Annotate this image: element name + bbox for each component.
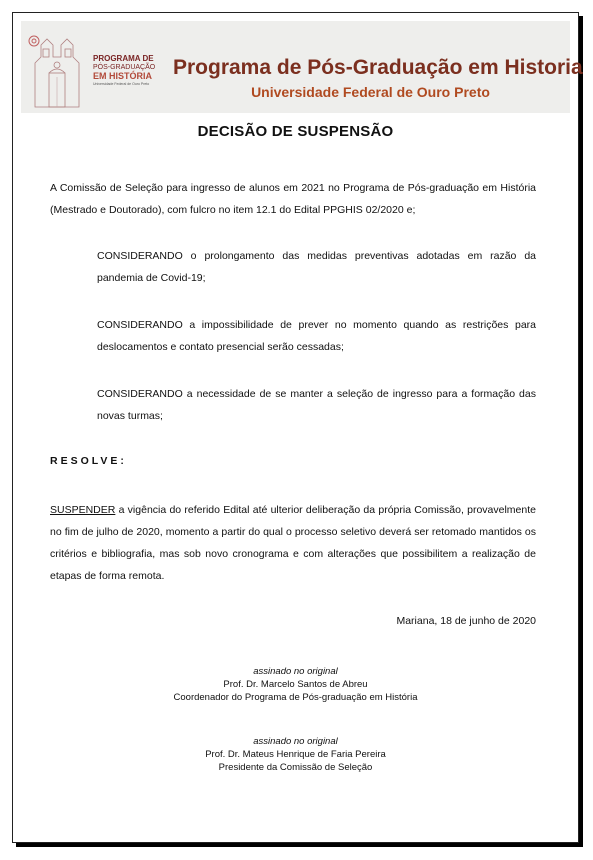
logo-line1: PROGRAMA DE: [93, 54, 154, 63]
considerando-2: CONSIDERANDO a impossibilidade de prever no momento quando as restrições para deslocamentos e contato presencial serão cessadas;: [97, 319, 536, 353]
letterhead: [21, 21, 583, 113]
church-logo-icon: [27, 27, 87, 109]
decision-keyword: SUSPENDER: [50, 504, 116, 516]
decision-text: a vigência do referido Edital até ulterior deliberação da própria Comissão, provavelmente no fim de julho de 2020, momento a partir do qual o processo seletivo deverá ser retomado mantidos os critérios e bibliografia, mas sob novo cronograma e com alterações que possibilitem a realização de etapas de forma remota.: [50, 504, 536, 582]
signature-block-1: [13, 665, 578, 704]
logo-text: [93, 55, 165, 87]
letterhead-title: Programa de Pós-Graduação em Historia: [173, 56, 583, 79]
signature-note: assinado no original: [253, 666, 338, 677]
decision-paragraph: [50, 499, 536, 587]
place-date: Mariana, 18 de junho de 2020: [396, 615, 536, 627]
resolve-heading: RESOLVE:: [50, 455, 127, 467]
signature-role: Presidente da Comissão de Seleção: [218, 762, 373, 773]
considerando-1: CONSIDERANDO o prolongamento das medidas preventivas adotadas em razão da pandemia de Covid-19;: [97, 250, 536, 284]
signature-name: Prof. Dr. Mateus Henrique de Faria Pereira: [205, 749, 386, 760]
program-logo: [27, 27, 87, 109]
considerando-3: CONSIDERANDO a necessidade de se manter a seleção de ingresso para a formação das novas turmas;: [97, 388, 536, 422]
signature-note: assinado no original: [253, 736, 338, 747]
logo-line2: PÓS-GRADUAÇÃO: [93, 64, 156, 71]
letterhead-subtitle: Universidade Federal de Ouro Preto: [251, 84, 490, 100]
document-page: [12, 12, 583, 843]
signature-name: Prof. Dr. Marcelo Santos de Abreu: [223, 679, 368, 690]
logo-line4: Universidade Federal de Ouro Preto: [93, 82, 150, 86]
intro-paragraph: A Comissão de Seleção para ingresso de alunos em 2021 no Programa de Pós-graduação em História (Mestrado e Doutorado), com fulcro no item 12.1 do Edital PPGHIS 02/2020 e;: [50, 182, 536, 216]
logo-line3: EM HISTÓRIA: [93, 71, 153, 81]
document-title: DECISÃO DE SUSPENSÃO: [197, 123, 394, 140]
signature-role: Coordenador do Programa de Pós-graduação em História: [173, 692, 418, 703]
signature-block-2: [13, 735, 578, 774]
